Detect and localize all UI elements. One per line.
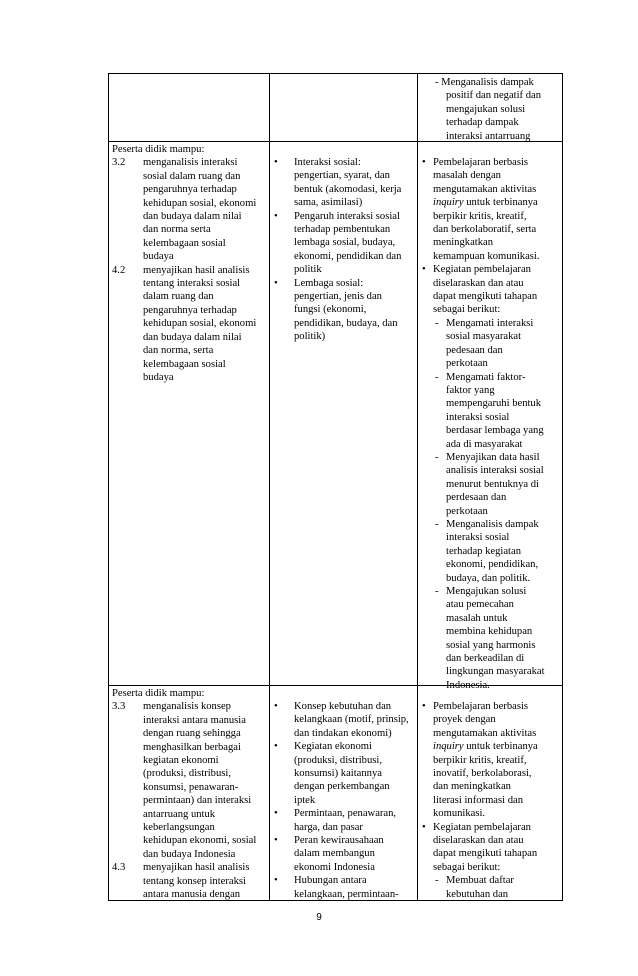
dash-icon: -: [435, 586, 439, 597]
row2-activities: [422, 156, 562, 692]
text-line: perdesaan dan: [446, 492, 507, 504]
row3-activities: [422, 700, 562, 901]
text-line: terhadap pembentukan: [294, 224, 391, 236]
material-item: [274, 700, 416, 740]
bullet-icon: •: [274, 741, 278, 753]
text-line: Menyajikan data hasil: [446, 451, 540, 463]
text-line: antarruang untuk: [143, 808, 216, 820]
text-line: dan norma serta: [143, 224, 211, 236]
text-line: Lembaga sosial:: [294, 277, 364, 289]
text-line: dan norma, serta: [143, 345, 214, 357]
row1-col3: [435, 76, 561, 143]
text-line: terhadap kegiatan: [446, 545, 521, 557]
text-line: diselaraskan dan atau: [433, 835, 524, 847]
text-line: Pembelajaran berbasis: [433, 157, 529, 168]
emphasis-text: inquiry: [433, 741, 464, 753]
material-item: [274, 834, 416, 874]
text-line: dengan ruang sehingga: [143, 728, 241, 740]
text-line: ada di masyarakat: [446, 438, 523, 450]
text-line: pengertian, jenis dan: [294, 291, 382, 303]
text-line: budaya, dan politik.: [446, 572, 531, 584]
activity-step: [422, 518, 562, 585]
row3-competencies: [112, 687, 268, 902]
row-heading: Peserta didik mampu:: [112, 688, 205, 699]
text-line: perkotaan: [446, 358, 488, 370]
text-line: mengutamakan aktivitas: [433, 727, 537, 739]
text-line: Membuat daftar: [446, 875, 514, 887]
dash-icon: -: [435, 875, 439, 887]
text-line: dan budaya dalam nilai: [143, 331, 242, 343]
text-line: kemampuan komunikasi.: [433, 250, 540, 262]
text-line: berpikir kritis, kreatif,: [433, 210, 527, 222]
activity-step: [422, 317, 562, 371]
text-line: dalam membangun: [294, 848, 375, 860]
text-line: pendidikan, budaya, dan: [294, 317, 398, 329]
column-divider: [269, 74, 270, 900]
text-line: dan budaya dalam nilai: [143, 211, 242, 223]
text-line: antara manusia dengan: [143, 889, 241, 901]
text-line: harga, dan pasar: [294, 821, 363, 833]
text-line: Kegiatan ekonomi: [294, 741, 372, 753]
text-line: positif dan negatif dan: [446, 90, 542, 102]
text-line: sebagai berikut:: [433, 304, 501, 316]
text-line: Kegiatan pembelajaran: [433, 264, 531, 276]
text-line: proyek dengan: [433, 714, 496, 726]
competency-number: 3.3: [112, 701, 126, 713]
text-line: kelangkaan (motif, prinsip,: [294, 714, 409, 726]
text-line: literasi informasi dan: [433, 794, 524, 806]
text-line: sama, asimilasi): [294, 197, 363, 209]
text-line: mempengaruhi bentuk: [446, 398, 542, 410]
bullet-icon: •: [422, 264, 426, 276]
text-line: dapat mengikuti tahapan: [433, 291, 538, 303]
text-line: Konsep kebutuhan dan: [294, 701, 392, 712]
text-line: komunikasi.: [433, 808, 486, 820]
text-line: bentuk (akomodasi, kerja: [294, 183, 402, 195]
text-line: berdasar lembaga yang: [446, 425, 544, 437]
text-line: inquiry untuk terbinanya: [433, 741, 538, 753]
competency-item: [112, 700, 268, 861]
text-line: Peran kewirausahaan: [294, 835, 384, 847]
material-item: [274, 874, 416, 901]
text-line: menghasilkan berbagai: [143, 741, 241, 753]
text-line: pengertian, syarat, dan: [294, 170, 390, 182]
text-line: kelembagaan sosial: [143, 237, 226, 249]
text-line: dengan perkembangan: [294, 781, 390, 793]
text-line: sosial masyarakat: [446, 331, 522, 343]
text-line: kehidupan ekonomi, sosial: [143, 835, 257, 847]
activity-bullet: [422, 700, 562, 821]
text-line: Interaksi sosial:: [294, 157, 361, 168]
text-line: terhadap dampak: [446, 117, 519, 129]
text-line: tentang interaksi sosial: [143, 278, 241, 290]
text-line: (produksi, distribusi,: [294, 754, 382, 766]
dash-icon: -: [435, 317, 439, 329]
text-line: dan tindakan ekonomi): [294, 727, 392, 739]
text-line: masalah untuk: [446, 612, 508, 624]
activity-step: [422, 585, 562, 692]
text-line: dapat mengikuti tahapan: [433, 848, 538, 860]
bullet-icon: •: [422, 157, 426, 168]
dash-icon: -: [435, 371, 439, 383]
text-line: Mengamati faktor-: [446, 371, 526, 383]
curriculum-table: [108, 73, 563, 901]
text-line: Hubungan antara: [294, 875, 367, 887]
material-item: [274, 277, 416, 344]
competency-number: 4.2: [112, 264, 126, 276]
activity-bullet: [422, 156, 562, 263]
material-item: [274, 740, 416, 807]
text-line: sosial dalam ruang dan: [143, 170, 241, 182]
text-line: politik: [294, 264, 322, 276]
page-number: 9: [316, 912, 322, 923]
text-line: Pembelajaran berbasis: [433, 701, 529, 712]
bullet-icon: •: [274, 210, 278, 222]
bullet-icon: •: [274, 701, 278, 712]
text-line: tentang konsep interaksi: [143, 875, 246, 887]
text-line: faktor yang: [446, 384, 495, 396]
text-line: Mengamati interaksi: [446, 317, 534, 329]
activity-step: [422, 371, 562, 451]
bullet-icon: •: [274, 277, 278, 289]
material-item: [274, 210, 416, 277]
text-line: iptek: [294, 794, 316, 806]
text-line: menurut bentuknya di: [446, 478, 539, 490]
activity-bullet: [422, 821, 562, 875]
activity-step: [422, 874, 562, 901]
text-line: kehidupan sosial, ekonomi: [143, 318, 257, 330]
text-line: mengutamakan aktivitas: [433, 183, 537, 195]
text-line: budaya: [143, 251, 174, 263]
text-line: kehidupan sosial, ekonomi: [143, 197, 257, 209]
bullet-icon: •: [274, 875, 278, 887]
text-line: Mengajukan solusi: [446, 586, 527, 597]
text-line: menyajikan hasil analisis: [143, 264, 250, 276]
text-line: interaksi antarruang: [446, 130, 531, 142]
text-line: menyajikan hasil analisis: [143, 862, 250, 874]
text-line: - Menganalisis dampak: [435, 77, 534, 88]
text-line: atau pemecahan: [446, 599, 514, 611]
bullet-icon: •: [422, 821, 426, 833]
text-line: interaksi sosial: [446, 532, 510, 544]
text-line: analisis interaksi sosial: [446, 465, 544, 477]
text-line: meningkatkan: [433, 237, 494, 249]
row3-materials: [274, 700, 416, 901]
text-line: Indonesia.: [446, 679, 490, 691]
text-line: fungsi (ekonomi,: [294, 304, 367, 316]
text-line: ekonomi Indonesia: [294, 861, 375, 873]
text-line: masalah dengan: [433, 170, 501, 182]
text-line: dan berkeadilan di: [446, 653, 525, 665]
text-line: ekonomi, pendidikan dan: [294, 250, 402, 262]
bullet-icon: •: [422, 701, 426, 712]
text-line: pengaruhnya terhadap: [143, 304, 237, 316]
text-line: inovatif, berkolaborasi,: [433, 768, 532, 780]
text-line: keberlangsungan: [143, 822, 215, 834]
text-line: kegiatan ekonomi: [143, 755, 219, 767]
text-line: konsumsi, penawaran-: [143, 781, 239, 793]
text-line: perkotaan: [446, 505, 488, 517]
competency-number: 3.2: [112, 157, 126, 169]
activity-step: [422, 451, 562, 518]
text-line: dan budaya Indonesia: [143, 848, 236, 860]
text-line: budaya: [143, 371, 174, 383]
text-line: kelangkaan, permintaan-: [294, 888, 399, 900]
text-line: kebutuhan dan: [446, 888, 509, 900]
text-line: menganalisis konsep: [143, 701, 231, 713]
bullet-icon: •: [274, 808, 278, 820]
text-line: membina kehidupan: [446, 626, 533, 638]
text-line: konsumsi) kaitannya: [294, 768, 382, 780]
competency-number: 4.3: [112, 862, 126, 874]
text-line: interaksi sosial: [446, 411, 510, 423]
text-line: lembaga sosial, budaya,: [294, 237, 396, 249]
text-line: lingkungan masyarakat: [446, 666, 545, 678]
dash-icon: -: [435, 518, 439, 530]
emphasis-text: inquiry: [433, 197, 464, 209]
bullet-icon: •: [274, 157, 278, 168]
text-line: politik): [294, 331, 326, 343]
competency-item: [112, 264, 268, 385]
text-line: Permintaan, penawaran,: [294, 808, 397, 820]
text-line: diselaraskan dan atau: [433, 277, 524, 289]
text-line: dan meningkatkan: [433, 781, 511, 793]
row2-competencies: [112, 143, 268, 384]
text-line: Menganalisis dampak: [446, 518, 539, 530]
text-line: permintaan) dan interaksi: [143, 795, 252, 807]
column-divider: [417, 74, 418, 900]
row2-materials: [274, 156, 416, 344]
text-line: sosial yang harmonis: [446, 639, 536, 651]
text-line: interaksi antara manusia: [143, 714, 246, 726]
competency-item: [112, 156, 268, 263]
text-line: Pengaruh interaksi sosial: [294, 210, 400, 222]
row-heading: Peserta didik mampu:: [112, 144, 205, 155]
text-line: kelembagaan sosial: [143, 358, 226, 370]
text-line: berpikir kritis, kreatif,: [433, 754, 527, 766]
material-item: [274, 156, 416, 210]
competency-item: [112, 861, 268, 901]
text-line: pengaruhnya terhadap: [143, 184, 237, 196]
text-line: dan berkolaboratif, serta: [433, 224, 537, 236]
text-line: sebagai berikut:: [433, 861, 501, 873]
text-line: (produksi, distribusi,: [143, 768, 231, 780]
text-line: inquiry untuk terbinanya: [433, 197, 538, 209]
text-line: dalam ruang dan: [143, 291, 214, 303]
text-line: ekonomi, pendidikan,: [446, 559, 539, 571]
activity-bullet: [422, 263, 562, 317]
text-line: pedesaan dan: [446, 344, 503, 356]
material-item: [274, 807, 416, 834]
bullet-icon: •: [274, 835, 278, 847]
text-line: menganalisis interaksi: [143, 157, 238, 169]
text-line: Kegiatan pembelajaran: [433, 821, 531, 833]
text-line: mengajukan solusi: [446, 103, 526, 115]
dash-icon: -: [435, 451, 439, 463]
